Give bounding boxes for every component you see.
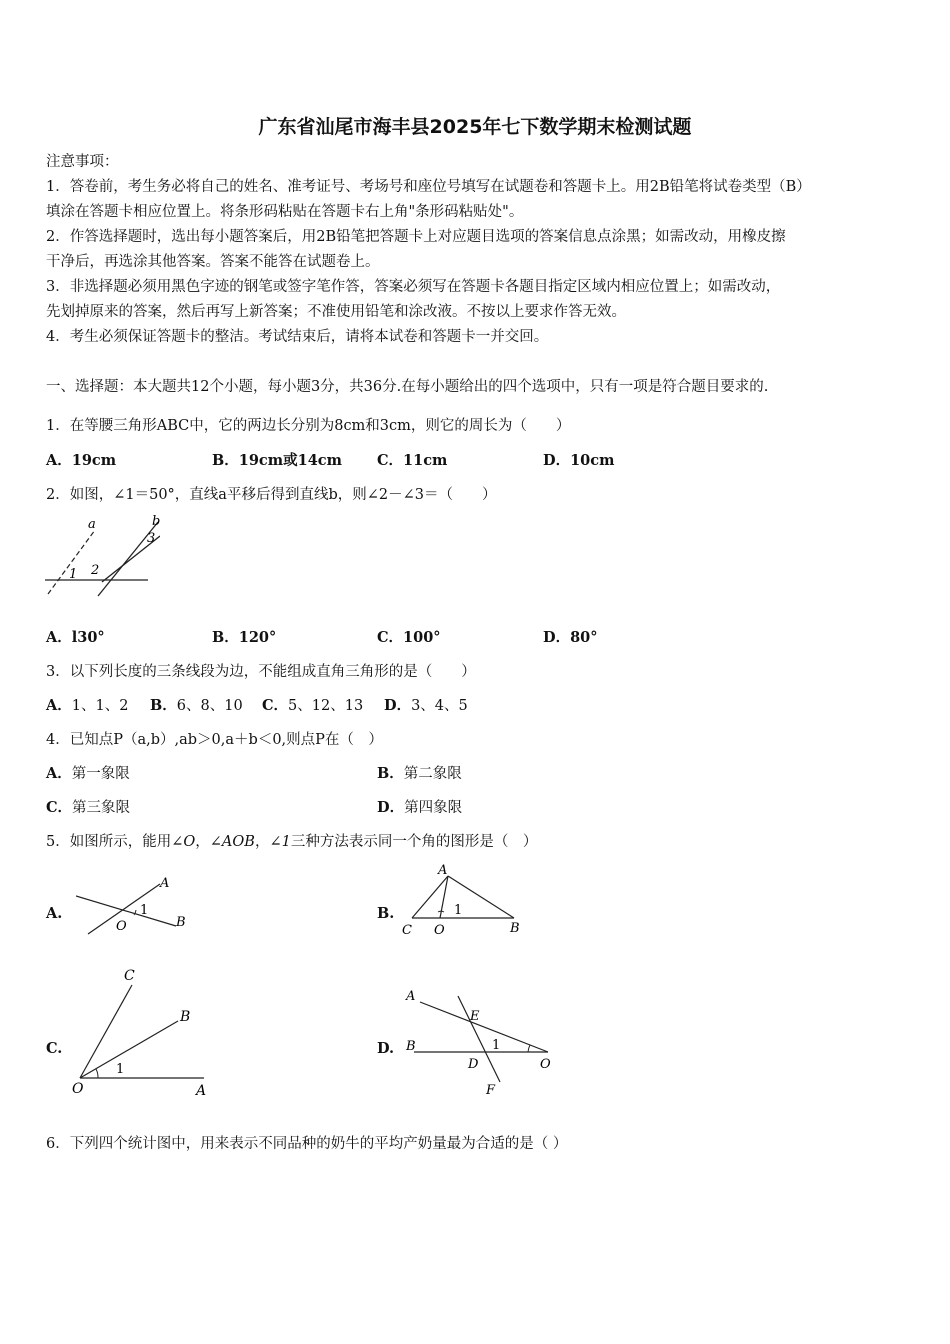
q5-option-d: D. xyxy=(377,1040,395,1057)
notice-line: 2．作答选择题时，选出每小题答案后，用2B铅笔把答题卡上对应题目选项的答案信息点涂黑；如需改动，用橡皮擦 xyxy=(46,229,786,245)
q5d-label-1: 1 xyxy=(492,1038,501,1053)
q2-label-3: 3 xyxy=(147,531,156,546)
q2-label-1: 1 xyxy=(69,567,78,582)
notice-line: 4．考生必须保证答题卡的整洁。考试结束后，请将本试卷和答题卡一并交回。 xyxy=(46,329,549,345)
q5-option-c: C. xyxy=(46,1040,63,1057)
question-3-stem: 3．以下列长度的三条线段为边，不能组成直角三角形的是（ ） xyxy=(46,664,476,680)
q5-figure-b xyxy=(398,860,528,940)
q5a-label-A: A xyxy=(160,876,170,891)
q5d-label-D: D xyxy=(468,1057,479,1072)
q5-figure-d xyxy=(400,982,560,1100)
q5c-label-1: 1 xyxy=(116,1062,125,1077)
q3-option-b: B．6、8、10 xyxy=(150,697,243,714)
q2-label-b: b xyxy=(152,514,160,529)
q5a-label-O: O xyxy=(116,919,127,934)
question-6-stem: 6．下列四个统计图中，用来表示不同品种的奶牛的平均产奶量最为合适的是（ ） xyxy=(46,1136,568,1152)
q5a-label-1: 1 xyxy=(140,903,149,918)
q5-option-a: A. xyxy=(46,905,63,922)
q5c-label-O: O xyxy=(72,1081,84,1097)
q5c-label-A: A xyxy=(196,1083,207,1099)
q4-option-a: A．第一象限 xyxy=(46,765,130,782)
notice-line: 干净后，再选涂其他答案。答案不能答在试题卷上。 xyxy=(46,254,380,270)
q2-line-a xyxy=(48,530,95,594)
q2-option-a: A．l30° xyxy=(46,629,105,646)
page-title: 广东省汕尾市海丰县2025年七下数学期末检测试题 xyxy=(258,116,692,138)
q2-option-b: B．120° xyxy=(212,629,277,646)
question-2-stem: 2．如图，∠1＝50°，直线a平移后得到直线b，则∠2－∠3＝（ ） xyxy=(46,487,497,503)
q5-figure-a xyxy=(76,872,196,940)
q5c-label-B: B xyxy=(180,1009,191,1025)
q1-option-a: A．19cm xyxy=(46,452,117,469)
notice-line: 3．非选择题必须用黑色字迹的钢笔或签字笔作答，答案必须写在答题卡各题目指定区域内相应位置上；如需改动， xyxy=(46,279,781,295)
question-4-stem: 4．已知点P（a,b）,ab＞0,a＋b＜0,则点P在（ ） xyxy=(46,732,383,748)
q5d-label-B: B xyxy=(406,1039,416,1054)
question-1-stem: 1．在等腰三角形ABC中，它的两边长分别为8cm和3cm，则它的周长为（ ） xyxy=(46,418,571,434)
q3-option-d: D．3、4、5 xyxy=(384,697,468,714)
q2-label-a: a xyxy=(88,517,96,532)
notice-line: 填涂在答题卡相应位置上。将条形码粘贴在答题卡右上角"条形码粘贴处"。 xyxy=(46,204,524,220)
q3-option-c: C．5、12、13 xyxy=(262,697,364,714)
q5b-label-C: C xyxy=(402,923,412,938)
q2-option-d: D．80° xyxy=(543,629,598,646)
notice-heading: 注意事项： xyxy=(46,154,119,170)
q5c-label-C: C xyxy=(124,968,135,984)
notice-line: 先划掉原来的答案，然后再写上新答案；不准使用铅笔和涂改液。不按以上要求作答无效。 xyxy=(46,304,626,320)
q5-figure-c xyxy=(70,965,220,1100)
section-heading: 一、选择题：本大题共12个小题，每小题3分，共36分.在每小题给出的四个选项中，只有一项是符合题目要求的. xyxy=(46,379,769,395)
q5b-label-B: B xyxy=(510,921,520,936)
q5d-label-A: A xyxy=(406,989,416,1004)
q5b-label-O: O xyxy=(434,923,445,938)
q4-option-c: C．第三象限 xyxy=(46,799,131,816)
q1-option-c: C．11cm xyxy=(377,452,448,469)
notice-line: 1．答卷前，考生务必将自己的姓名、准考证号、考场号和座位号填写在试题卷和答题卡上。用2B铅笔将试卷类型（B） xyxy=(46,179,811,195)
q5b-label-1: 1 xyxy=(454,903,463,918)
q1-option-d: D．10cm xyxy=(543,452,615,469)
q4-option-b: B．第二象限 xyxy=(377,765,462,782)
q3-option-a: A．1、1、2 xyxy=(46,697,129,714)
q5d-label-F: F xyxy=(486,1083,496,1098)
q5d-label-O: O xyxy=(540,1057,551,1072)
q1-option-b: B．19cm或14cm xyxy=(212,452,342,469)
q5d-label-E: E xyxy=(470,1009,480,1024)
q5b-label-A: A xyxy=(438,863,448,878)
q2-option-c: C．100° xyxy=(377,629,441,646)
q4-option-d: D．第四象限 xyxy=(377,799,463,816)
q2-label-2: 2 xyxy=(91,563,100,578)
q5-option-b: B. xyxy=(377,905,395,922)
q5a-label-B: B xyxy=(176,915,186,930)
question-5-stem: 5．如图所示，能用∠O，∠AOB，∠1三种方法表示同一个角的图形是（ ） xyxy=(46,834,538,850)
q2-figure xyxy=(40,512,160,602)
